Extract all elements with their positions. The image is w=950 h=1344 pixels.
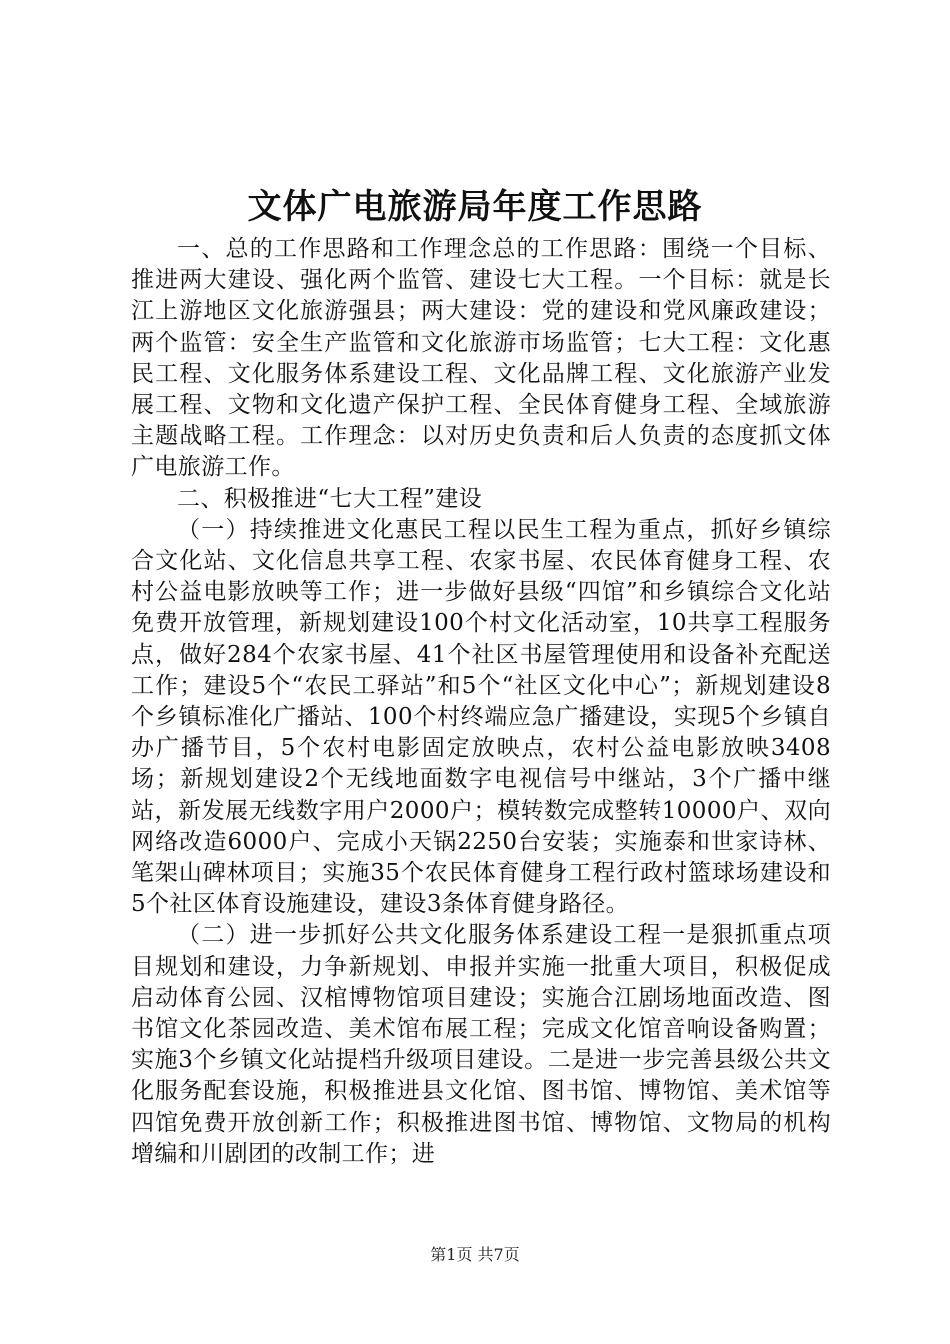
- paragraph-section-two-heading: 二、积极推进“七大工程”建设: [177, 485, 483, 512]
- paragraph-item-one: （一）持续推进文化惠民工程以民生工程为重点，抓好乡镇综合文化站、文化信息共享工程、农家书屋、农民体育健身工程、农村公益电影放映等工作；进一步做好县级“四馆”和乡镇综合文化站免费开放管理，新规划建设100个村文化活动室，10共享工程服务点，做好284个农家书屋、41个社区书屋管理使用和设备补充配送工作；建设5个“农民工驿站”和5个“社区文化中心”；新规划建设8个乡镇标准化广播站、100个村终端应急广播建设，实现5个乡镇自办广播节目，5个农村电影固定放映点，农村公益电影放映3408场；新规划建设2个无线地面数字电视信号中继站，3个广播中继站，新发展无线数字用户2000户；模转数完成整转10000户、双向网络改造6000户、完成小天锅2250台安装；实施泰和世家诗林、笔架山碑林项目；实施35个农民体育健身工程行政村篮球场建设和5个社区体育设施建设，建设3条体育健身路径。: [131, 516, 831, 918]
- paragraph-overview: 一、总的工作思路和工作理念总的工作思路：围绕一个目标、推进两大建设、强化两个监管、建设七大工程。一个目标：就是长江上游地区文化旅游强县；两大建设：党的建设和党风廉政建设；两个监管：安全生产监管和文化旅游市场监管；七大工程：文化惠民工程、文化服务体系建设工程、文化品牌工程、文化旅游产业发展工程、文物和文化遗产保护工程、全民体育健身工程、全域旅游主题战略工程。工作理念：以对历史负责和后人负责的态度抓文体广电旅游工作。: [131, 236, 831, 481]
- paragraph-item-two: （二）进一步抓好公共文化服务体系建设工程一是狠抓重点项目规划和建设，力争新规划、申报并实施一批重大项目，积极促成启动体育公园、汉棺博物馆项目建设；实施合江剧场地面改造、图书馆文化茶园改造、美术馆布展工程；完成文化馆音响设备购置；实施3个乡镇文化站提档升级项目建设。二是进一步完善县级公共文化服务配套设施，积极推进县文化馆、图书馆、博物馆、美术馆等四馆免费开放创新工作；积极推进图书馆、博物馆、文物局的机构增编和川剧团的改制工作；进: [131, 922, 831, 1167]
- page-footer: 第1页 共7页: [430, 1245, 520, 1264]
- document-body: [131, 234, 831, 1170]
- document-title: 文体广电旅游局年度工作思路: [247, 187, 703, 227]
